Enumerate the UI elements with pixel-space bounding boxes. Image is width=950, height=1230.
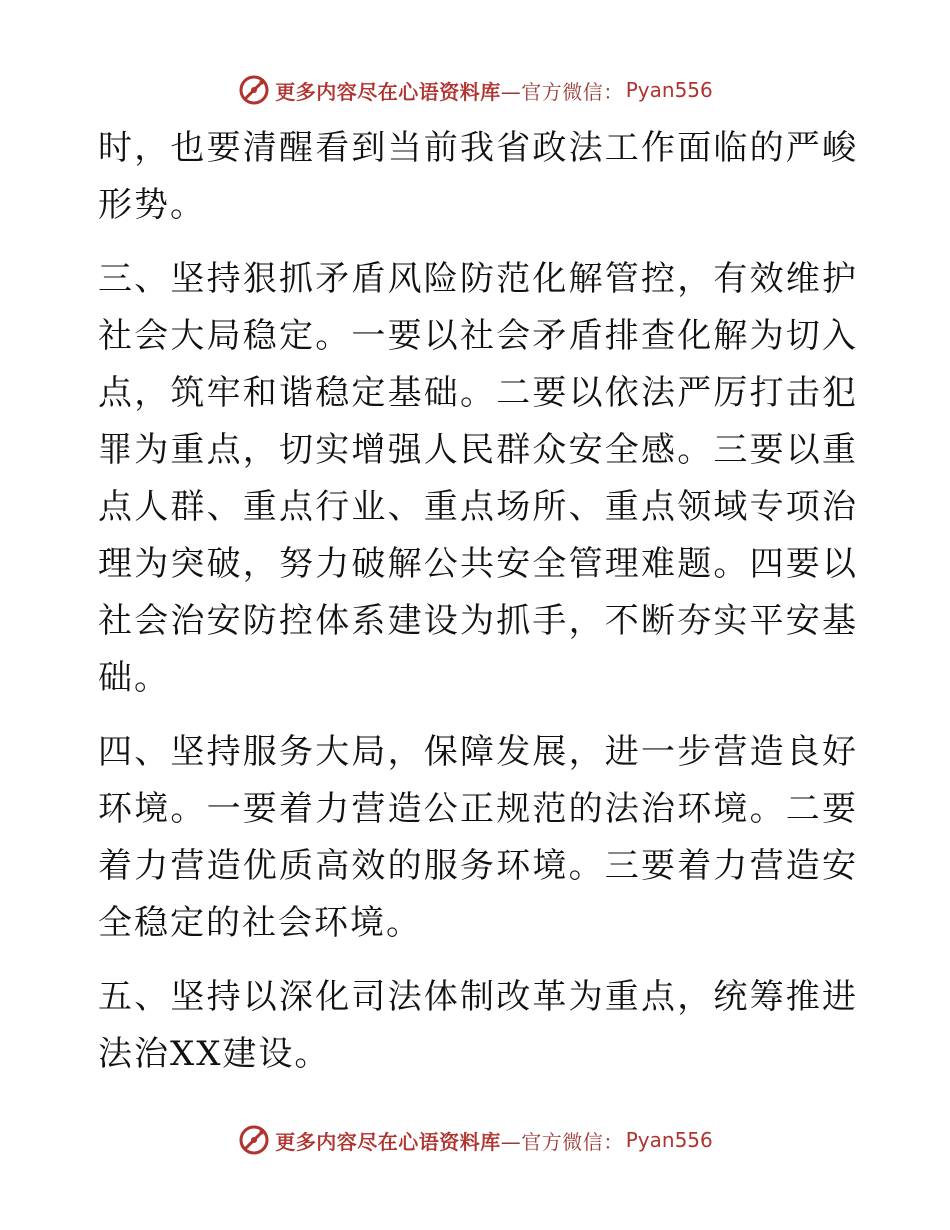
header-brand: 更多内容尽在心语资料库 bbox=[275, 79, 501, 104]
paragraph-section-4: 四、坚持服务大局，保障发展，进一步营造良好环境。一要着力营造公正规范的法治环境。二要着力营造优质高效的服务环境。三要着力营造安全稳定的社会环境。 bbox=[98, 732, 858, 943]
paragraph-continuation: 时，也要清醒看到当前我省政法工作面临的严峻形势。 bbox=[98, 128, 858, 225]
header-contact-label: —官方微信： bbox=[500, 79, 624, 104]
header-contact-id: Pyan556 bbox=[625, 78, 713, 102]
header-watermark bbox=[0, 72, 950, 108]
footer-contact-label: —官方微信： bbox=[500, 1129, 624, 1154]
paragraph-section-3: 三、坚持狠抓矛盾风险防范化解管控，有效维护社会大局稳定。一要以社会矛盾排查化解为切入点，筑牢和谐稳定基础。二要以依法严厉打击犯罪为重点，切实增强人民群众安全感。三要以重点人群、重点行业、重点场所、重点领域专项治理为突破，努力破解公共安全管理难题。四要以社会治安防控体系建设为抓手，不断夯实平安基础。 bbox=[98, 259, 858, 698]
pen-logo-icon bbox=[237, 73, 271, 107]
footer-watermark bbox=[0, 1122, 950, 1158]
paragraph-section-5: 五、坚持以深化司法体制改革为重点，统筹推进法治XX建设。 bbox=[98, 977, 858, 1074]
footer-brand: 更多内容尽在心语资料库 bbox=[275, 1129, 501, 1154]
document-body bbox=[98, 120, 858, 1083]
pen-logo-icon bbox=[237, 1123, 271, 1157]
footer-contact-id: Pyan556 bbox=[625, 1128, 713, 1152]
